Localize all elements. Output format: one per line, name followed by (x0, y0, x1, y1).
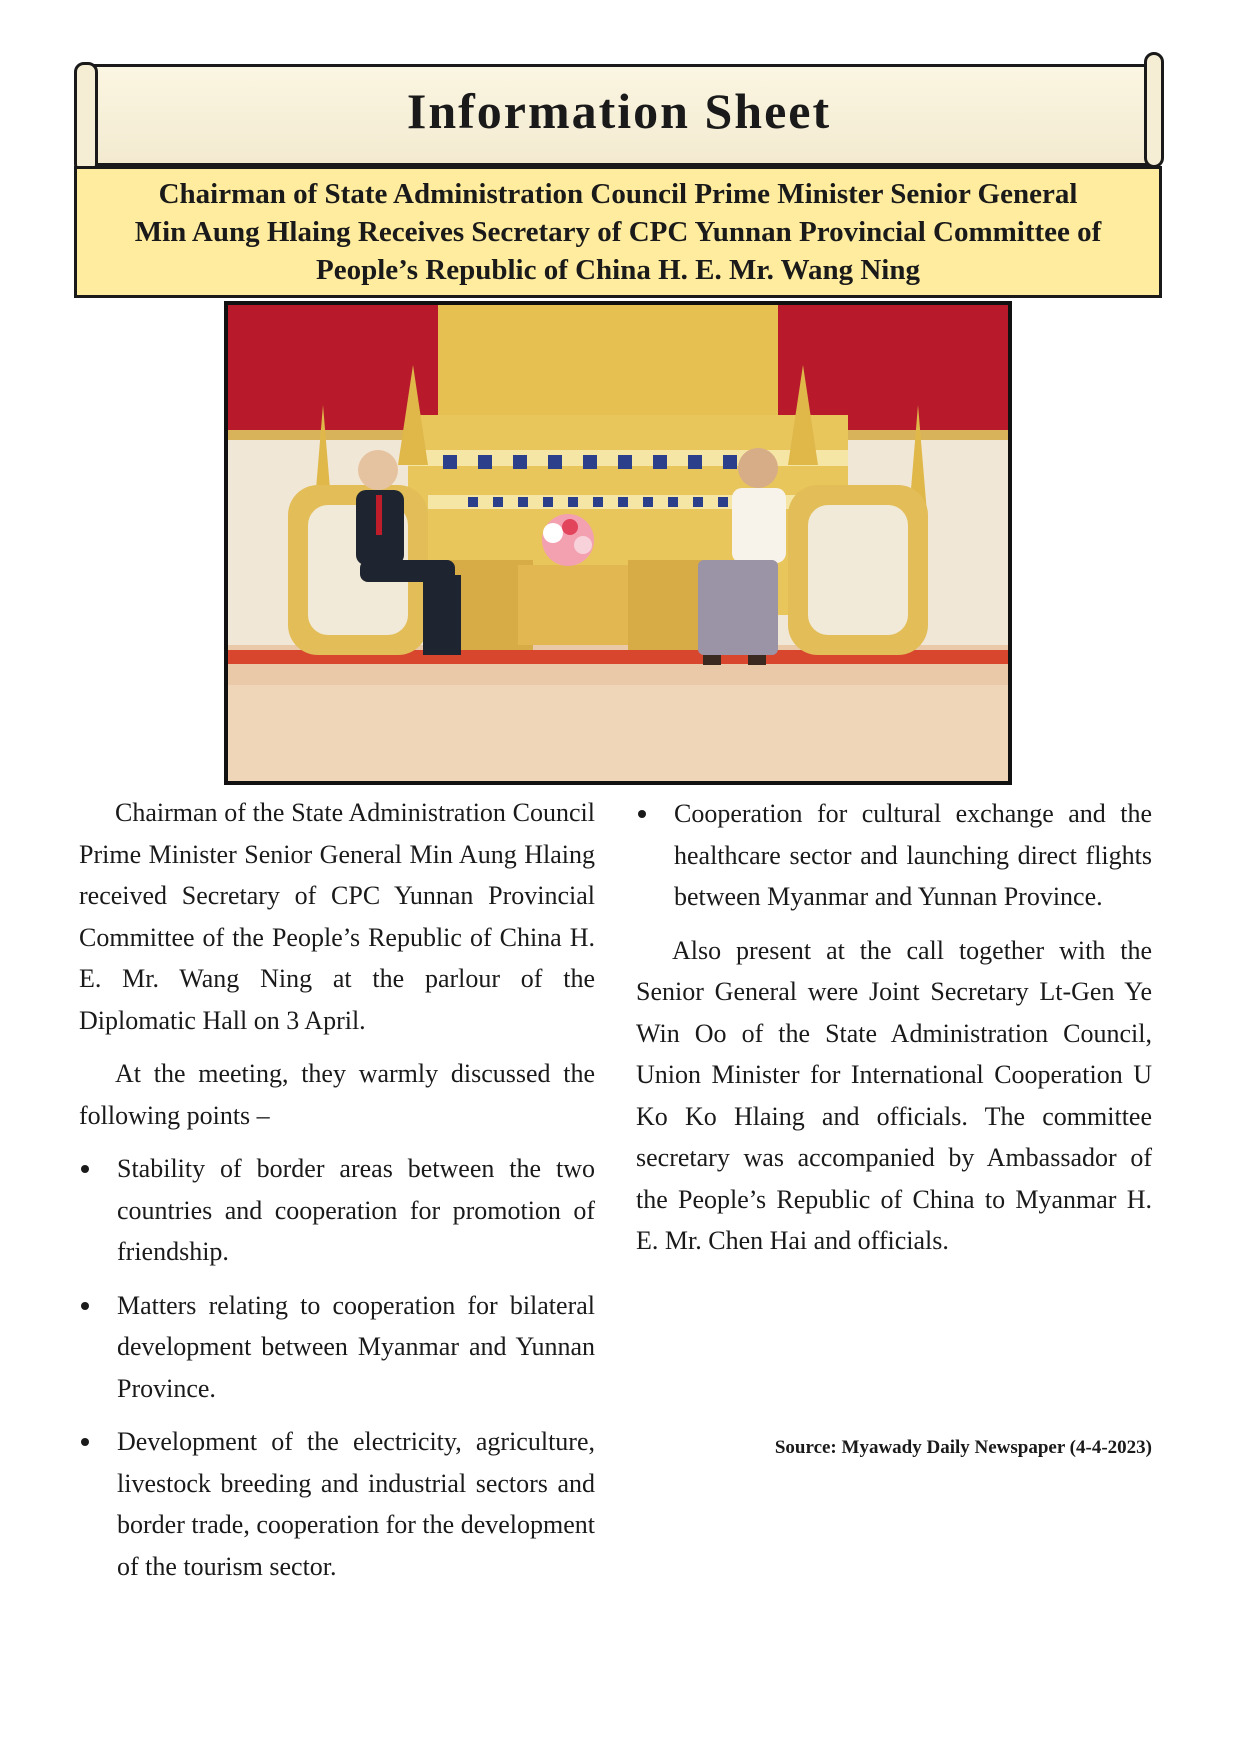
headline-line-1: Chairman of State Administration Council Prime Minister Senior General (158, 178, 1078, 210)
page-title: Information Sheet (406, 83, 832, 139)
headline-line-3: People’s Republic of China H. E. Mr. Wang Ning (316, 254, 920, 286)
article-paragraph: Also present at the call together with the Senior General were Joint Secretary Lt-Gen Ye Win Oo of the State Administration Council, Union Minister for International Cooperation U Ko Ko Hlaing and officials. The committee secretary was accompanied by Ambassador of the People’s Republic of China to Myanmar H. E. Mr. Chen Hai and officials. (636, 935, 1152, 1255)
left-column (79, 792, 595, 1599)
article-paragraph: Chairman of the State Administration Council Prime Minister Senior General Min Aung Hlaing received Secretary of CPC Yunnan Provincial Committee of the People’s Republic of China H. E. Mr. Wang Ning at the parlour of the Diplomatic Hall on 3 April. (79, 798, 595, 1035)
list-item-text: Matters relating to cooperation for bilateral development between Myanmar and Yunnan Province. (117, 1290, 595, 1403)
list-item-text: Stability of border areas between the two countries and cooperation for promotion of friendship. (117, 1154, 595, 1266)
bullet-icon (81, 1302, 89, 1310)
meeting-photo (224, 301, 1012, 785)
discussion-points-list-continued (636, 793, 1152, 918)
bullet-icon (81, 1438, 89, 1446)
list-item (636, 793, 1152, 918)
list-item (79, 1285, 595, 1410)
right-column (636, 793, 1152, 1274)
list-item (79, 1421, 595, 1587)
list-item (79, 1148, 595, 1273)
headline-line-2: Min Aung Hlaing Receives Secretary of CPC Yunnan Provincial Committee of (134, 216, 1102, 248)
headline-box (74, 166, 1162, 298)
article-paragraph: At the meeting, they warmly discussed the following points – (79, 1059, 595, 1130)
bullet-icon (81, 1165, 89, 1173)
discussion-points-list (79, 1148, 595, 1587)
list-item-text: Cooperation for cultural exchange and the healthcare sector and launching direct flights between Myanmar and Yunnan Province. (674, 799, 1152, 911)
title-banner (74, 58, 1164, 168)
list-item-text: Development of the electricity, agriculture, livestock breeding and industrial sectors and border trade, cooperation for the development of the tourism sector. (117, 1427, 595, 1581)
bullet-icon (638, 810, 646, 818)
meeting-photo-illustration (228, 305, 1008, 781)
source-credit: Source: Myawady Daily Newspaper (4-4-2023) (774, 1437, 1152, 1458)
